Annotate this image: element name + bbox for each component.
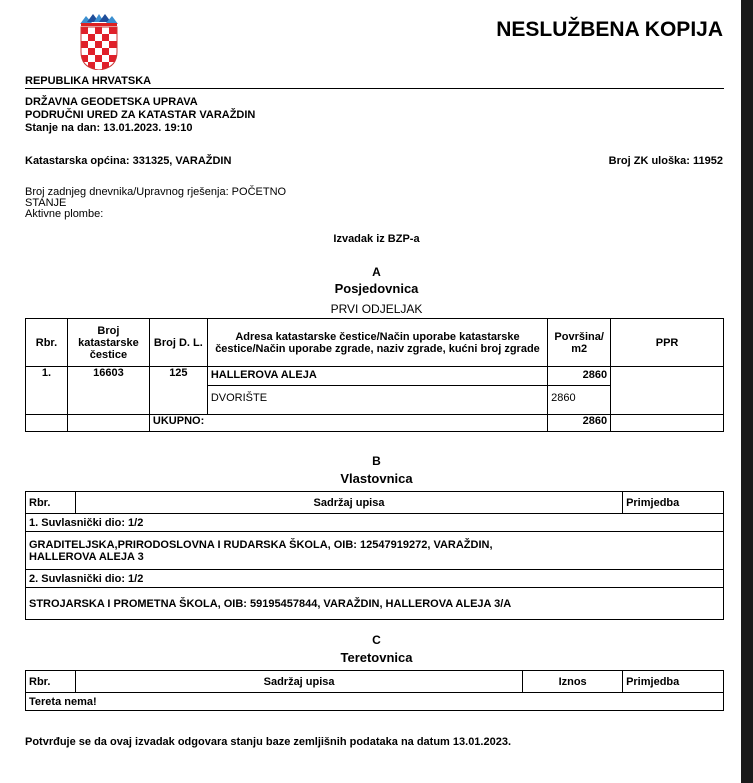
ownership-header-row bbox=[26, 492, 724, 514]
row-area-cell bbox=[548, 367, 611, 415]
table-row bbox=[26, 514, 724, 532]
section-a-subtitle: PRVI ODJELJAK bbox=[330, 302, 423, 316]
table-row bbox=[26, 570, 724, 588]
last-journal-number: Broj zadnjeg dnevnika/Upravnog rješenja: POČETNO bbox=[25, 186, 287, 198]
col-content: Sadržaj upisa bbox=[75, 671, 522, 693]
certification-text: Potvrđuje se da ovaj izvadak odgovara stanju baze zemljišnih podataka na datum 13.01.2023. bbox=[25, 736, 512, 748]
owner-1: GRADITELJSKA,PRIRODOSLOVNA I RUDARSKA ŠKOLA, OIB: 12547919272, VARAŽDIN, HALLEROVA ALEJA 3 bbox=[26, 532, 724, 570]
document-title: Izvadak iz BZP-a bbox=[333, 233, 420, 245]
table-row bbox=[26, 588, 724, 620]
unofficial-copy-watermark: NESLUŽBENA KOPIJA bbox=[496, 18, 723, 41]
row-address: HALLEROVA ALEJA bbox=[208, 367, 547, 386]
col-amount: Iznos bbox=[523, 671, 623, 693]
country-name: REPUBLIKA HRVATSKA bbox=[25, 75, 152, 87]
possession-table bbox=[25, 318, 724, 432]
header-divider bbox=[25, 88, 724, 89]
section-c-letter: C bbox=[372, 633, 381, 647]
total-area: 2860 bbox=[548, 415, 611, 432]
active-seals: Aktivne plombe: bbox=[25, 208, 104, 220]
cadastral-municipality: Katastarska općina: 331325, VARAŽDIN bbox=[25, 155, 232, 167]
col-note: Primjedba bbox=[623, 671, 724, 693]
total-empty-1 bbox=[26, 415, 68, 432]
row-parcel: 16603 bbox=[67, 367, 149, 415]
col-rbr: Rbr. bbox=[26, 492, 76, 514]
row-address-cell bbox=[207, 367, 547, 415]
total-empty-3 bbox=[611, 415, 724, 432]
col-note: Primjedba bbox=[623, 492, 724, 514]
window-edge bbox=[741, 0, 753, 783]
section-b-letter: B bbox=[372, 454, 381, 468]
land-book-number: Broj ZK uloška: 11952 bbox=[608, 155, 723, 167]
share-2: 2. Suvlasnički dio: 1/2 bbox=[26, 570, 724, 588]
col-ppr: PPR bbox=[611, 319, 724, 367]
row-usage: DVORIŠTE bbox=[210, 392, 268, 404]
row-usage-area: 2860 bbox=[551, 392, 576, 404]
col-area: Površina/ m2 bbox=[548, 319, 611, 367]
row-ppr bbox=[611, 367, 724, 415]
table-row bbox=[26, 532, 724, 570]
table-row bbox=[26, 693, 724, 711]
section-a-letter: A bbox=[372, 265, 381, 279]
croatian-coat-of-arms-icon bbox=[78, 14, 120, 70]
total-empty-2 bbox=[67, 415, 149, 432]
office-name: PODRUČNI URED ZA KATASTAR VARAŽDIN bbox=[25, 109, 256, 121]
agency-name: DRŽAVNA GEODETSKA UPRAVA bbox=[25, 96, 198, 108]
col-rbr: Rbr. bbox=[26, 671, 76, 693]
col-address: Adresa katastarske čestice/Način uporabe katastarske čestice/Način uporabe zgrade, naziv zgrade, kućni broj zgrade bbox=[207, 319, 547, 367]
section-c-title: Teretovnica bbox=[340, 650, 413, 665]
owner-2: STROJARSKA I PROMETNA ŠKOLA, OIB: 59195457844, VARAŽDIN, HALLEROVA ALEJA 3/A bbox=[26, 588, 724, 620]
row-area: 2860 bbox=[548, 367, 610, 386]
section-a-title: Posjedovnica bbox=[334, 281, 419, 296]
share-1: 1. Suvlasnički dio: 1/2 bbox=[26, 514, 724, 532]
encumbrance-header-row bbox=[26, 671, 724, 693]
section-b-title: Vlastovnica bbox=[340, 471, 413, 486]
ownership-table bbox=[25, 491, 724, 620]
row-rbr: 1. bbox=[26, 367, 68, 415]
state-date: Stanje na dan: 13.01.2023. 19:10 bbox=[25, 122, 193, 134]
total-row bbox=[26, 415, 724, 432]
col-part: Broj D. L. bbox=[149, 319, 207, 367]
encumbrance-table bbox=[25, 670, 724, 711]
no-encumbrance: Tereta nema! bbox=[26, 693, 724, 711]
row-part: 125 bbox=[149, 367, 207, 415]
col-parcel: Broj katastarske čestice bbox=[67, 319, 149, 367]
table-row bbox=[26, 367, 724, 415]
total-label: UKUPNO: bbox=[149, 415, 547, 432]
possession-header-row bbox=[26, 319, 724, 367]
col-content: Sadržaj upisa bbox=[75, 492, 622, 514]
col-rbr: Rbr. bbox=[26, 319, 68, 367]
state-word: STANJE bbox=[25, 197, 67, 209]
